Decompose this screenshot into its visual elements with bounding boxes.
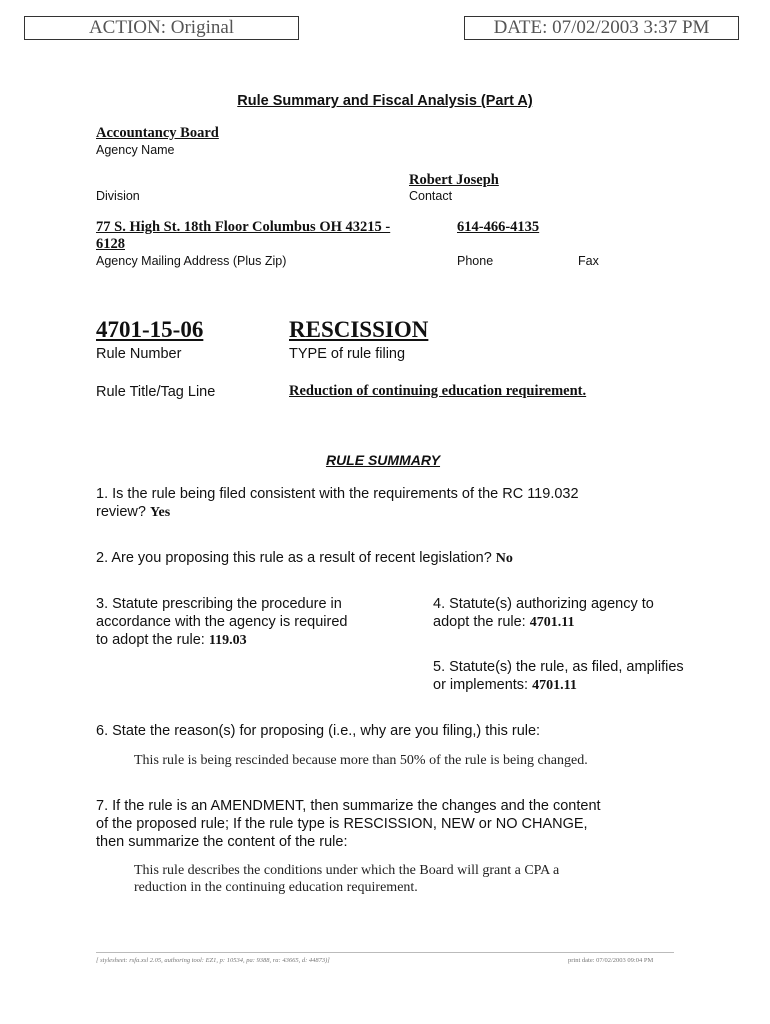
question-2-answer: No bbox=[495, 551, 513, 566]
question-7-answer-line-2: reduction in the continuing education requirement. bbox=[134, 880, 418, 895]
rule-number-label: Rule Number bbox=[96, 346, 182, 362]
question-1-line-2: review? bbox=[96, 504, 146, 520]
question-7-line-1: 7. If the rule is an AMENDMENT, then summarize the changes and the content bbox=[96, 798, 601, 814]
question-1-answer: Yes bbox=[150, 505, 171, 520]
footer-stylesheet-info: [ stylesheet: rsfa.xsl 2.05, authoring tool: EZ1, p: 10534, pa: 9388, ra: 43665, d: 44873)] bbox=[96, 957, 330, 964]
question-5-line-2: or implements: bbox=[433, 677, 529, 693]
footer-print-date: print date: 07/02/2003 09:04 PM bbox=[568, 957, 654, 964]
question-5 bbox=[433, 658, 684, 695]
agency-name: Accountancy Board bbox=[96, 125, 219, 141]
question-6-answer: This rule is being rescinded because more than 50% of the rule is being changed. bbox=[134, 753, 588, 768]
question-4 bbox=[433, 595, 654, 632]
address-line-1: 77 S. High St. 18th Floor Columbus OH 43215 - bbox=[96, 219, 391, 235]
question-7-line-2: of the proposed rule; If the rule type is RESCISSION, NEW or NO CHANGE, bbox=[96, 816, 588, 832]
question-3-answer: 119.03 bbox=[208, 633, 247, 648]
fax-label: Fax bbox=[578, 254, 599, 268]
footer-divider bbox=[96, 952, 674, 953]
question-1-line-1: 1. Is the rule being filed consistent with the requirements of the RC 119.032 bbox=[96, 486, 579, 502]
phone-label: Phone bbox=[457, 254, 494, 268]
rule-type: RESCISSION bbox=[289, 317, 429, 342]
rule-title: Reduction of continuing education requirement. bbox=[289, 383, 587, 399]
question-3-line-1: 3. Statute prescribing the procedure in bbox=[96, 596, 342, 612]
question-3-line-2: accordance with the agency is required bbox=[96, 614, 348, 630]
question-5-line-1: 5. Statute(s) the rule, as filed, amplifies bbox=[433, 659, 684, 675]
question-3-line-3: to adopt the rule: bbox=[96, 632, 205, 648]
question-2 bbox=[96, 549, 513, 568]
question-5-answer: 4701.11 bbox=[532, 678, 577, 693]
question-1 bbox=[96, 485, 579, 522]
rule-summary-heading: RULE SUMMARY bbox=[325, 452, 441, 468]
rule-type-label: TYPE of rule filing bbox=[289, 346, 406, 362]
agency-name-label: Agency Name bbox=[96, 143, 175, 157]
address-label: Agency Mailing Address (Plus Zip) bbox=[96, 254, 287, 268]
question-3 bbox=[96, 595, 347, 650]
question-7-answer-line-1: This rule describes the conditions under which the Board will grant a CPA a bbox=[134, 863, 560, 878]
question-4-line-1: 4. Statute(s) authorizing agency to bbox=[433, 596, 654, 612]
contact-label: Contact bbox=[409, 189, 453, 203]
action-text: ACTION: Original bbox=[88, 17, 235, 38]
question-2-text: 2. Are you proposing this rule as a result of recent legislation? bbox=[96, 550, 492, 566]
contact-name: Robert Joseph bbox=[409, 172, 499, 188]
page-title: Rule Summary and Fiscal Analysis (Part A) bbox=[237, 93, 533, 109]
division-label: Division bbox=[96, 189, 140, 203]
rule-title-label: Rule Title/Tag Line bbox=[96, 384, 216, 400]
action-box bbox=[24, 16, 299, 40]
question-7-line-3: then summarize the content of the rule: bbox=[96, 834, 348, 850]
date-box bbox=[464, 16, 739, 40]
rule-number: 4701-15-06 bbox=[96, 317, 204, 342]
phone-value: 614-466-4135 bbox=[457, 219, 540, 235]
address-line-2: 6128 bbox=[96, 236, 125, 252]
question-6: 6. State the reason(s) for proposing (i.e., why are you filing,) this rule: bbox=[96, 723, 541, 739]
question-7 bbox=[96, 797, 601, 851]
question-4-answer: 4701.11 bbox=[529, 615, 575, 630]
date-text: DATE: 07/02/2003 3:37 PM bbox=[493, 17, 710, 38]
question-7-answer bbox=[134, 862, 559, 896]
question-4-line-2: adopt the rule: bbox=[433, 614, 526, 630]
